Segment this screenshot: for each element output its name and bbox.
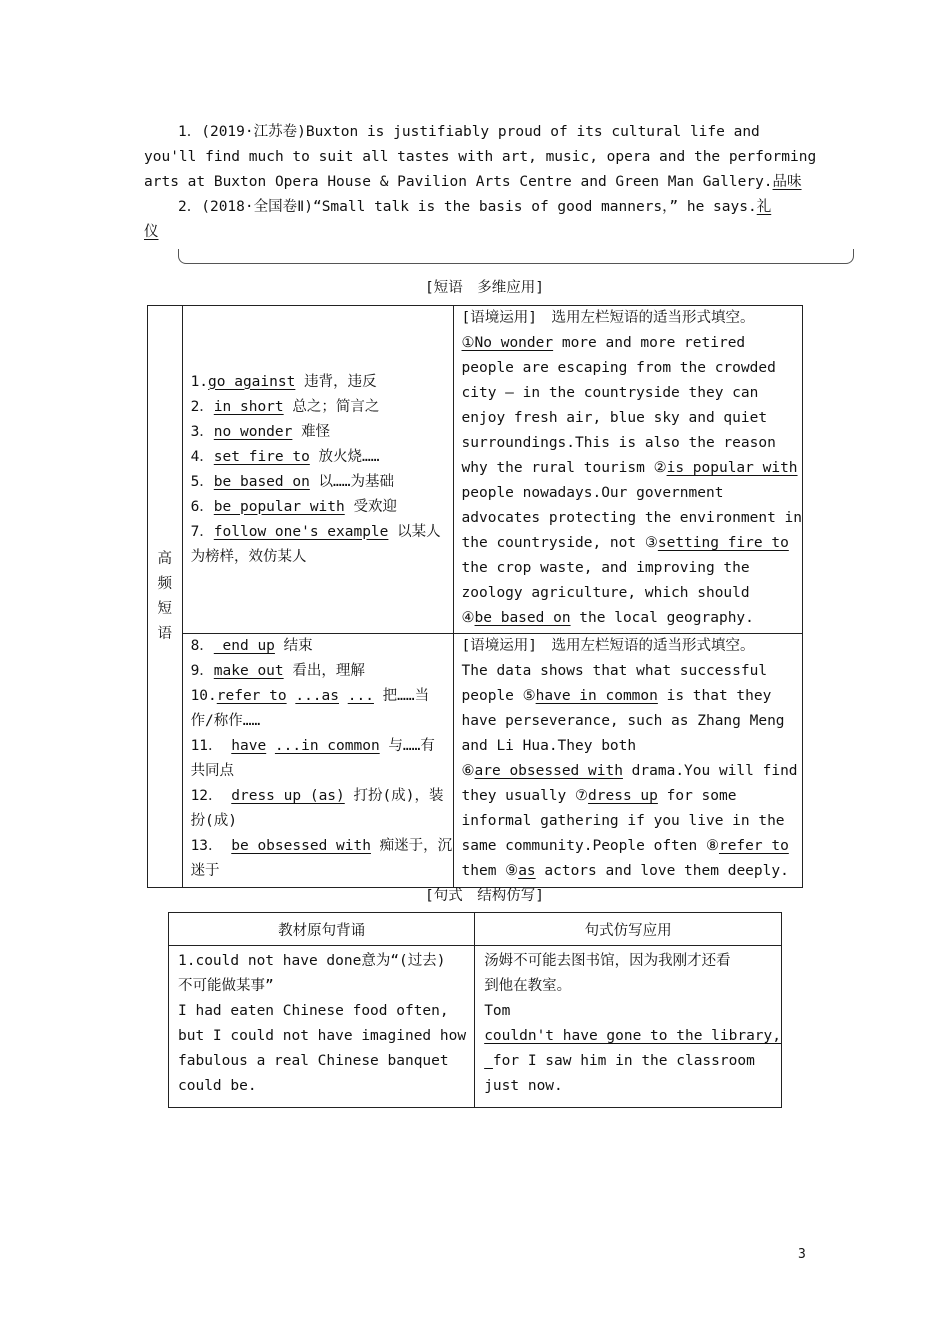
context-line: enjoy fresh air, blue sky and quiet [461, 410, 768, 426]
context-lower [462, 634, 802, 884]
phrase-list-upper [183, 370, 453, 570]
context-line: have perseverance, such as Zhang Meng [461, 713, 785, 729]
context-line: and Li Hua.They both [461, 738, 637, 754]
phrase-item: 共同点 [190, 763, 235, 779]
col-right-header: 句式仿写应用 [475, 913, 782, 946]
item1-line3 [144, 170, 802, 195]
context-line: the countryside, not ③setting fire to [461, 535, 789, 551]
item2-answer-a: 礼 [756, 199, 772, 215]
context-line: The data shows that what successful [461, 663, 768, 679]
imitation-sentence: 汤姆不可能去图书馆，因为我刚才还看 到他在教室。 Tom couldn't have gone to the library, _for I saw him in the classroom just now. [484, 953, 781, 1094]
context-line: people are escaping from the crowded [461, 360, 776, 376]
phrases-upper-cell [182, 306, 453, 634]
context-line: the crop waste, and improving the [461, 560, 750, 576]
context-lower-cell [453, 634, 802, 888]
side-label: 高 频 短 语 [157, 550, 173, 642]
context-line: they usually ⑦dress up for some [461, 788, 737, 804]
phrase-item: 迷于 [190, 863, 220, 879]
context-line: ⑥are obsessed with drama.You will find [461, 763, 798, 779]
context-line: them ⑨as actors and love them deeply. [461, 863, 789, 879]
context-line: surroundings.This is also the reason [461, 435, 776, 451]
phrases-lower-cell [182, 634, 453, 888]
context-upper [462, 306, 802, 631]
context-line: informal gathering if you live in the [461, 813, 785, 829]
side-label-cell [148, 306, 183, 888]
context-line: city — in the countryside they can [461, 385, 759, 401]
phrase-table [147, 305, 803, 888]
context-line: ④be based on the local geography. [461, 610, 754, 626]
sentence-section-title: [句式 结构仿写] [425, 888, 544, 904]
context-line: same community.People often ⑧refer to [461, 838, 789, 854]
phrase-item: 7．follow one's example 以某人 [190, 523, 441, 540]
answer-line: couldn't have gone to the library, [484, 1028, 781, 1044]
context-line: people nowadays.Our government [461, 485, 724, 501]
page-number: 3 [798, 1247, 806, 1262]
context-upper-cell [453, 306, 802, 634]
phrase-item: 8． end up 结束 [190, 638, 313, 654]
original-sentence-cell [169, 946, 475, 1108]
answer-line-2: _for I saw him in the classroom [484, 1053, 755, 1069]
phrase-item: 5．be based on 以……为基础 [190, 473, 395, 490]
item2-answer-b: 仪 [144, 224, 159, 240]
imitation-sentence-cell [475, 946, 782, 1108]
brace-divider [178, 249, 854, 264]
item1-line1: 1．(2019·江苏卷)Buxton is justifiably proud of its cultural life and [178, 124, 760, 140]
phrase-list-lower [191, 634, 453, 884]
context-line: ①No wonder more and more retired [461, 335, 746, 351]
col-left-header: 教材原句背诵 [169, 913, 475, 946]
phrase-item: 3．no wonder 难怪 [190, 423, 331, 440]
phrase-item: 12． dress up (as) 打扮(成)，装 [190, 788, 444, 804]
phrase-item: 4．set fire to 放火烧…… [190, 448, 380, 465]
context-line: advocates protecting the environment in [461, 510, 802, 526]
context-line: people ⑤have in common is that they [461, 688, 772, 704]
item2-text: 2．(2018·全国卷Ⅱ)“Small talk is the basis of good manners，” he says. [178, 199, 757, 215]
phrase-item: 10.refer to ...as ... 把……当 [190, 688, 430, 704]
item1-line3-text: arts at Buxton Opera House & Pavilion Arts Centre and Green Man Gallery. [144, 174, 773, 190]
phrase-item: 2．in short 总之；简言之 [190, 398, 380, 415]
phrase-section-title: [短语 多维应用] [425, 280, 544, 296]
phrase-item: 9．make out 看出，理解 [190, 663, 365, 679]
phrase-item: 11． have ...in common 与……有 [190, 738, 435, 754]
context-lower-header: [语境运用] 选用左栏短语的适当形式填空。 [461, 638, 755, 654]
item1-line2: you'll find much to suit all tastes with art, music, opera and the performing [144, 149, 817, 165]
phrase-item: 6．be popular with 受欢迎 [190, 498, 397, 515]
sentence-table [168, 912, 782, 1108]
context-line: why the rural tourism ②is popular with [461, 460, 798, 476]
phrase-item: 扮(成) [190, 813, 238, 829]
phrase-item: 作/称作…… [190, 713, 261, 729]
original-sentence: 1.could not have done意为“(过去) 不可能做某事” I had eaten Chinese food often, but I could not have imagined how fabulous a real Chinese banquet could be. [178, 953, 467, 1094]
phrase-item: 为榜样，效仿某人 [190, 548, 307, 565]
context-upper-header: [语境运用] 选用左栏短语的适当形式填空。 [461, 310, 755, 326]
phrase-item: 13． be obsessed with 痴迷于，沉 [190, 838, 453, 854]
phrase-item: 1.go against 违背，违反 [190, 373, 377, 390]
item2-line1 [178, 195, 771, 220]
context-line: zoology agriculture, which should [461, 585, 750, 601]
item1-answer: 品味 [772, 174, 802, 190]
